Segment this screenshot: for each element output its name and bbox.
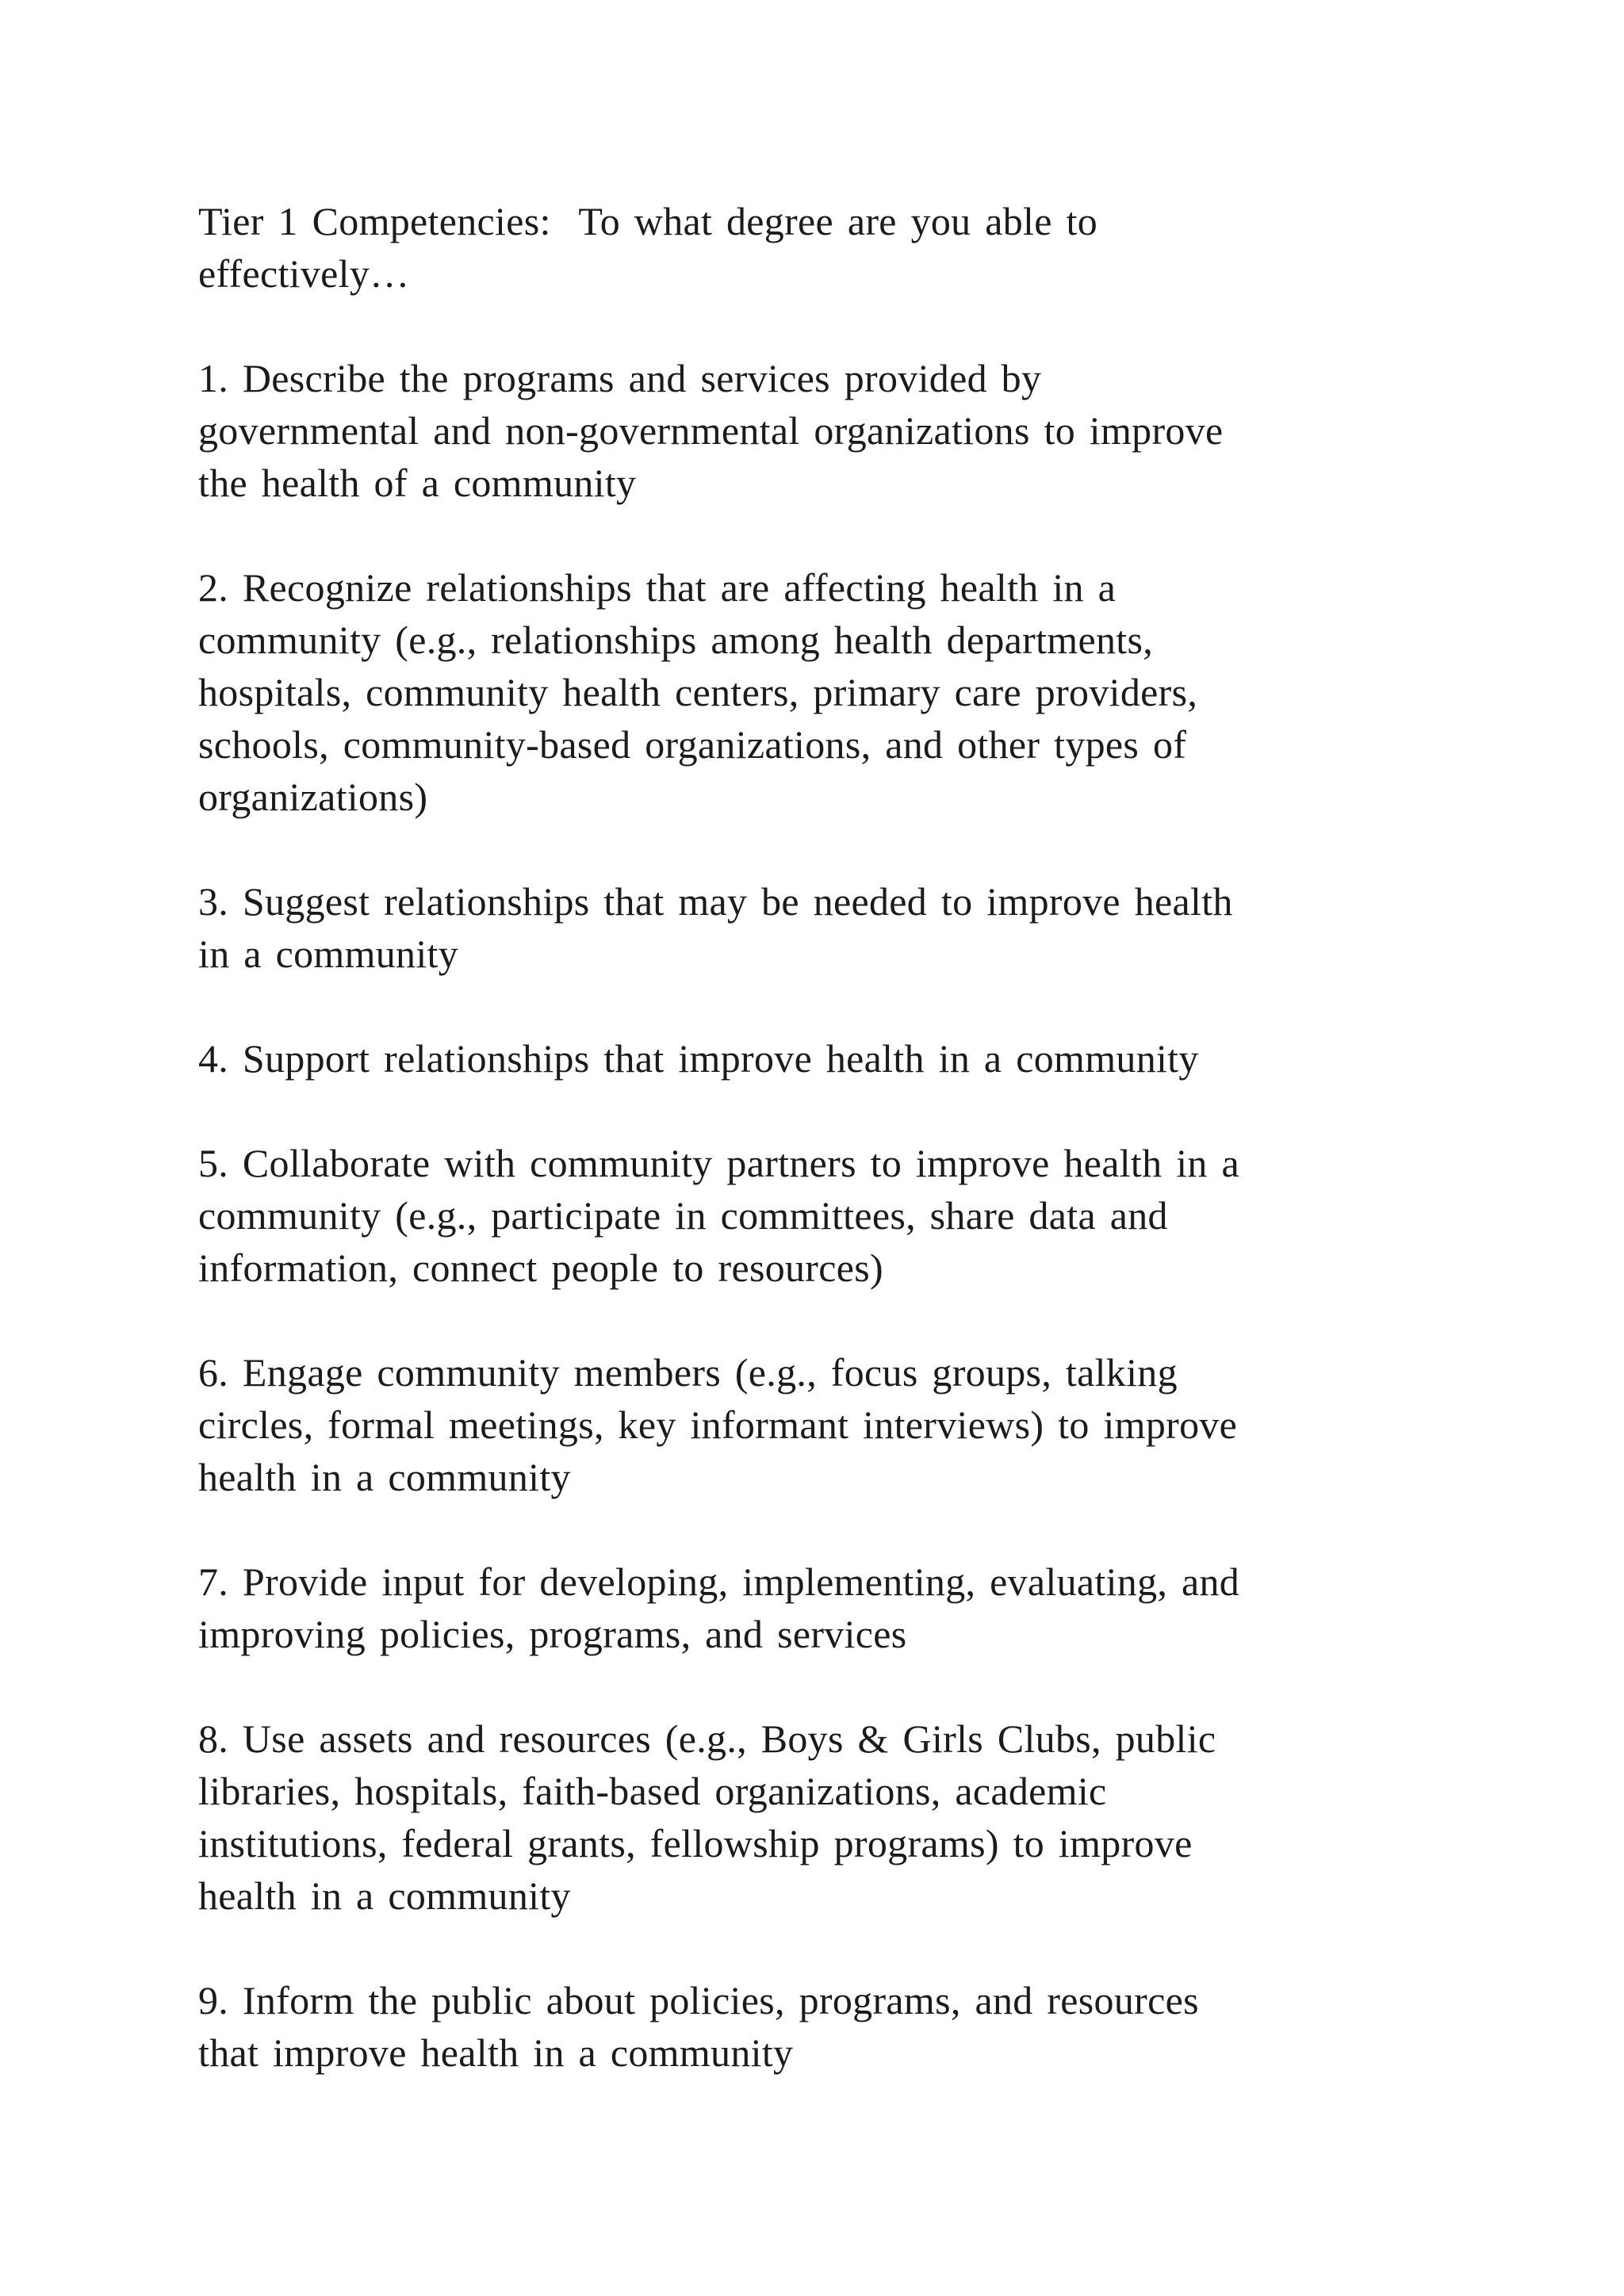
competency-line: libraries, hospitals, faith-based organizations, academic: [198, 1769, 1107, 1813]
competency-item-8: [198, 1712, 1419, 1922]
competency-line: that improve health in a community: [198, 2030, 794, 2075]
competency-line: 8. Use assets and resources (e.g., Boys & Girls Clubs, public: [198, 1716, 1216, 1761]
competency-line: hospitals, community health centers, primary care providers,: [198, 670, 1198, 714]
competency-item-5: [198, 1137, 1419, 1294]
competency-item-2: [198, 561, 1419, 823]
competency-item-3: [198, 875, 1419, 980]
competency-line: health in a community: [198, 1455, 571, 1499]
competency-line: in a community: [198, 932, 459, 976]
competency-item-1: [198, 352, 1419, 509]
document-heading: [198, 195, 1419, 300]
competency-line: 3. Suggest relationships that may be needed to improve health: [198, 879, 1233, 924]
competency-line: organizations): [198, 775, 428, 819]
competency-line: community (e.g., relationships among health departments,: [198, 618, 1154, 662]
competency-item-6: [198, 1346, 1419, 1503]
competency-line: circles, formal meetings, key informant interviews) to improve: [198, 1402, 1238, 1447]
competency-line: schools, community-based organizations, and other types of: [198, 722, 1187, 767]
competency-line: 2. Recognize relationships that are affecting health in a: [198, 565, 1116, 610]
competency-line: improving policies, programs, and services: [198, 1612, 907, 1656]
competency-item-4: [198, 1032, 1419, 1085]
competency-line: the health of a community: [198, 461, 637, 505]
competency-line: 6. Engage community members (e.g., focus groups, talking: [198, 1350, 1178, 1395]
competency-item-9: [198, 1974, 1419, 2079]
competency-line: governmental and non-governmental organizations to improve: [198, 408, 1224, 453]
heading-line: Tier 1 Competencies: To what degree are you able to: [198, 199, 1098, 243]
competency-line: 7. Provide input for developing, implementing, evaluating, and: [198, 1559, 1240, 1604]
document-body: [198, 195, 1419, 2131]
competency-line: health in a community: [198, 1873, 571, 1918]
competency-line: 5. Collaborate with community partners to improve health in a: [198, 1141, 1240, 1185]
competency-line: 4. Support relationships that improve health in a community: [198, 1036, 1199, 1081]
competency-line: 9. Inform the public about policies, programs, and resources: [198, 1978, 1199, 2022]
competency-line: community (e.g., participate in committees, share data and: [198, 1193, 1168, 1238]
heading-line: effectively…: [198, 251, 410, 296]
competency-line: institutions, federal grants, fellowship programs) to improve: [198, 1821, 1193, 1866]
competency-line: 1. Describe the programs and services provided by: [198, 356, 1042, 400]
competency-item-7: [198, 1556, 1419, 1660]
competency-line: information, connect people to resources): [198, 1246, 883, 1290]
